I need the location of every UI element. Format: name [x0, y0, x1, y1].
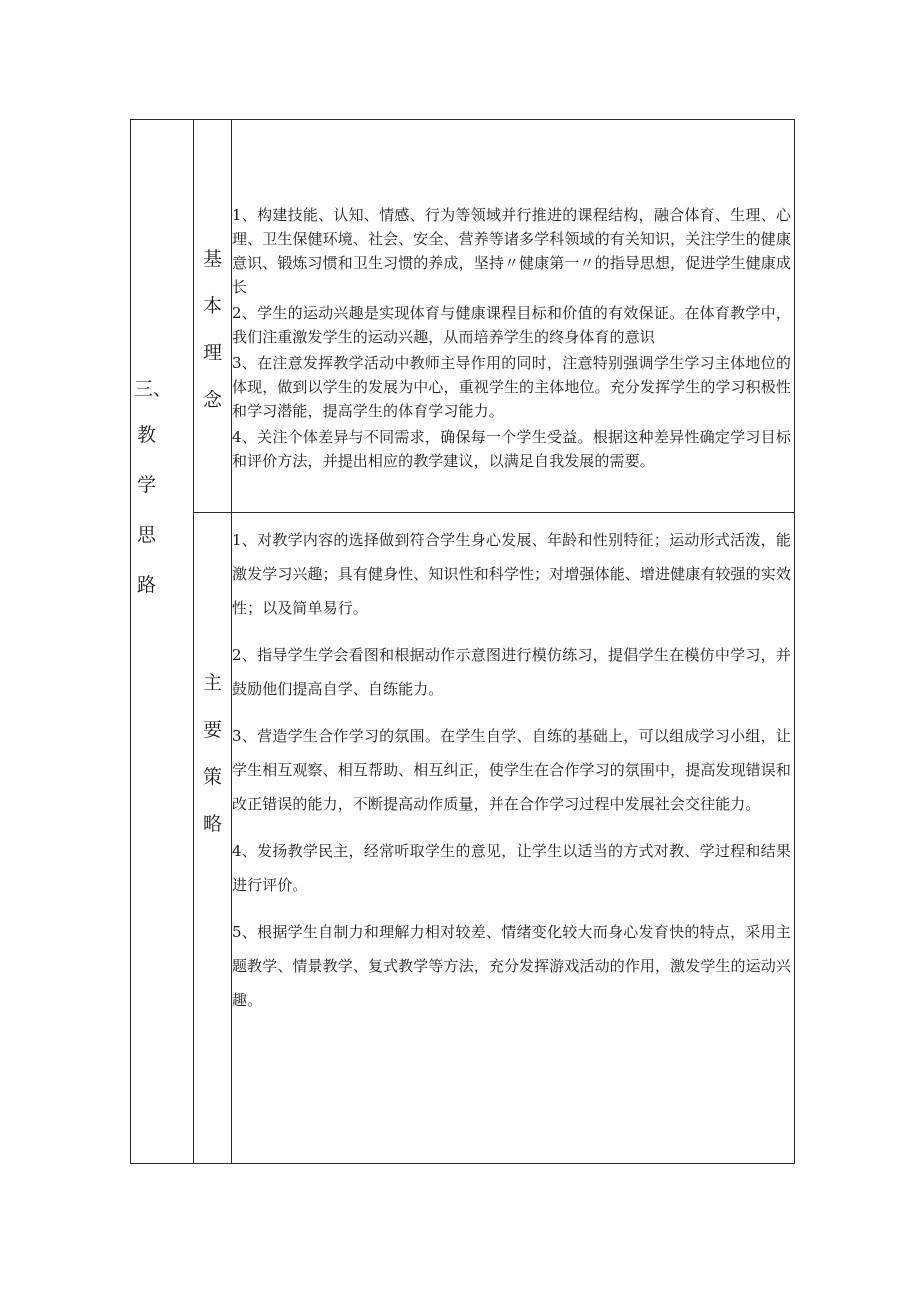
concept-item: 4、关注个体差异与不同需求，确保每一个学生受益。根据这种差异性确定学习目标和评价方法，并提出相应的教学建议，以满足自我发展的需要。 [232, 428, 791, 470]
concept-item: 2、学生的运动兴趣是实现体育与健康课程目标和价值的有效保证。在体育教学中，我们注重激发学生的运动兴趣，从而培养学生的终身体育的意识 [232, 304, 791, 346]
label-char: 主 [202, 672, 222, 694]
strategy-item: 2、指导学生学会看图和根据动作示意图进行模仿练习，提倡学生在模仿中学习，并鼓励他们提高自学、自练能力。 [232, 646, 791, 698]
section-number: 三、 [134, 378, 173, 400]
basic-concept-label [194, 236, 231, 424]
main-strategies-label [194, 660, 231, 848]
section-title-char: 路 [137, 574, 157, 596]
section-title-char: 教 [137, 424, 157, 446]
concept-item: 1、构建技能、认知、情感、行为等领域并行推进的课程结构，融合体育、生理、心理、卫生保健环境、社会、安全、营养等诸多学科领域的有关知识，关注学生的健康意识、锻炼习惯和卫生习惯的养成，坚持〃健康第一〃的指导思想，促进学生健康成长 [232, 206, 791, 296]
concept-item: 3、在注意发挥教学活动中教师主导作用的同时，注意特别强调学生学习主体地位的体现，做到以学生的发展为中心，重视学生的主体地位。充分发挥学生的学习积极性和学习潜能，提高学生的体育学习能力。 [232, 354, 791, 420]
main-strategies-content [232, 523, 791, 1030]
section-title-char: 思 [137, 524, 157, 546]
section-title-teaching-approach [131, 372, 193, 618]
teaching-plan-table [130, 119, 795, 1164]
row-divider [193, 512, 794, 513]
strategy-item: 1、对教学内容的选择做到符合学生身心发展、年龄和性别特征；运动形式活泼，能激发学习兴趣；具有健身性、知识性和科学性；对增强体能、增进健康有较强的实效性；以及简单易行。 [232, 531, 791, 617]
label-char: 策 [202, 766, 222, 788]
label-char: 基 [202, 248, 222, 270]
strategy-item: 4、发扬教学民主，经常听取学生的意见，让学生以适当的方式对教、学过程和结果进行评价。 [232, 842, 791, 894]
strategy-item: 3、营造学生合作学习的氛围。在学生自学、自练的基础上，可以组成学习小组，让学生相互观察、相互帮助、相互纠正，使学生在合作学习的氛围中，提高发现错误和改正错误的能力，不断提高动作质量，并在合作学习过程中发展社会交往能力。 [232, 727, 791, 813]
label-char: 略 [202, 813, 222, 835]
label-char: 理 [202, 342, 222, 364]
strategy-item: 5、根据学生自制力和理解力相对较差、情绪变化较大而身心发育快的特点，采用主题教学、情景教学、复式教学等方法，充分发挥游戏活动的作用，激发学生的运动兴趣。 [232, 923, 791, 1009]
label-char: 要 [202, 719, 222, 741]
section-title-char: 学 [137, 474, 157, 496]
basic-concept-content [232, 203, 791, 475]
label-char: 本 [202, 295, 222, 317]
label-char: 念 [202, 389, 222, 411]
